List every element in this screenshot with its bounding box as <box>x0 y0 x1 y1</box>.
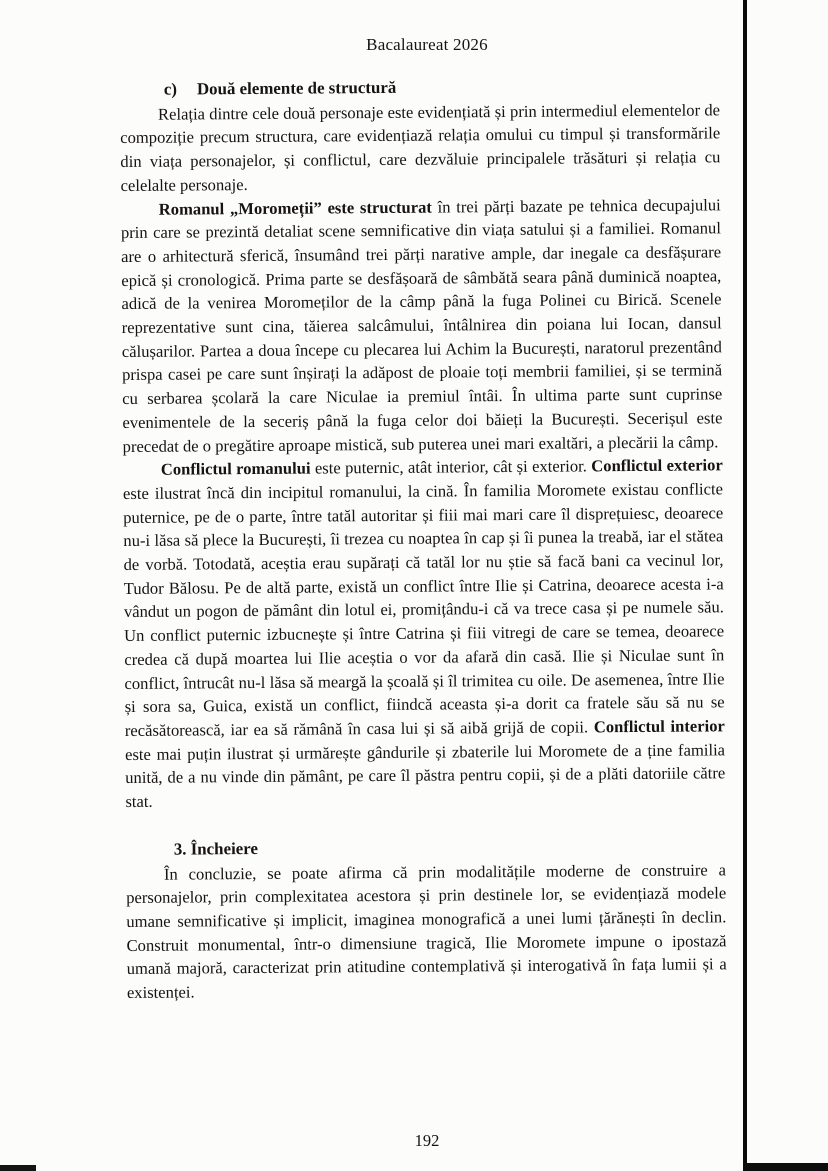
bold-run-conflict-romanului: Conflictul romanului <box>160 458 311 479</box>
bold-run-conflict-exterior: Conflictul exterior <box>591 455 723 476</box>
scan-artifact-bottom-right <box>743 1163 828 1171</box>
text-run: este ilustrat încă din incipitul romanului, la cină. În familia Moromete existau conflicte puternice, pe de o parte, între tatăl autoritar și fiii mai mari care îl disprețuiesc, deoarece nu-i lăsa să plece la București, îi trezea cu noaptea în cap și îi punea la treabă, iar el stătea de vorbă. Totodată, aceștia erau supărați că tatăl lor nu știe să facă bani ca vecinul lor, Tudor Bălosu. Pe de altă parte, există un conflict între Ilie și Catrina, deoarece acesta i-a vândut un pogon de pământ din lotul ei, promițându-i că va trece casa și pe numele său. Un conflict puternic izbucnește și între Catrina și fiii vitregi de care se temea, deoarece credea că după moartea lui Ilie aceștia o vor da afară din casă. Ilie și Niculae sunt în conflict, întrucât nu-l lăsa să meargă la școală și îl trimitea cu oile. De asemenea, între Ilie și sora sa, Guica, există un conflict, fiindcă aceasta și-a dorit ca fratele său să nu se recăsătorească, iar ea să rămână în casa lui și să aibă grijă de copii. <box>122 479 725 740</box>
text-run: este mai puțin ilustrat și urmărește gândurile și zbaterile lui Moromete de a ține familia unită, de a nu vinde din pământ, pe care îl păstra pentru copii, și de a plăti datoriile către stat. <box>124 739 726 812</box>
paragraph-novel-structure <box>121 193 723 458</box>
book-header-title: Bacalaureat 2026 <box>366 35 488 54</box>
section-c-label: c) <box>163 79 178 99</box>
paragraph-conclusion: În concluzie, se poate afirma că prin modalitățile moderne de construire a personajelor, prin complexitatea acestora și prin destinele lor, se evidențiază modele umane semnificative și implicit, imaginea monografică a unei lumi țărănești în declin. Construit monumental, într-o dimensiune tragică, Ilie Moromete impune o ipostază umană majoră, caracterizat prin atitudine contemplativă și interogativă în fața lumii și a existenței. <box>126 859 727 1003</box>
paragraph-structure-intro: Relația dintre cele două personaje este evidențiată și prin intermediul elementelor de compoziție precum structura, care evidențiază relația omului cu timpul și transformările din viața personajelor, și conflictul, care dezvăluie principalele trăsături și relația cu celelalte personaje. <box>120 100 721 195</box>
section-c-heading <box>120 73 720 101</box>
bold-run-novel-title: Romanul „Moromeții” este structurat <box>158 197 432 219</box>
page-number: 192 <box>414 1131 440 1150</box>
scan-gutter-line <box>743 0 747 1171</box>
text-run: în trei părți bazate pe tehnica decupajului prin care se prezintă detaliat scene semnificative din viața satului și a familiei. Romanul are o arhitectură sferică, însumând trei părți narative ample, dar inegale ca desfășurare epică și cronologică. Prima parte se desfășoară de sâmbătă seara până duminică noaptea, adică de la venirea Moromeților de la câmp până la fuga Polinei cu Birică. Scenele reprezentative sunt cina, tăierea salcâmului, întâlnirea din poiana lui Iocan, dansul călușarilor. Partea a doua începe cu plecarea lui Achim la București, naratorul prezentând prispa casei pe care sunt înșirați la adăpost de ploaie toți membrii familiei, și se termină cu serbarea școlară la care Niculae ia premiul întâi. În ultima parte sunt cuprinse evenimentele de la seceriș până la fuga celor doi băieți la București. Secerișul este precedat de o pregătire aproape mistică, sub puterea unei mari exaltări, a plecării la câmp. <box>120 194 723 456</box>
section-c-title: Două elemente de structură <box>196 77 397 99</box>
text-run: este puternic, atât interior, cât și exterior. <box>310 456 592 478</box>
bold-run-conflict-interior: Conflictul interior <box>593 716 725 737</box>
paragraph-conflict <box>123 454 726 814</box>
document-body <box>120 73 727 1004</box>
scan-artifact-bottom-left <box>0 1165 36 1171</box>
conclusion-heading: 3. Încheiere <box>173 838 258 859</box>
